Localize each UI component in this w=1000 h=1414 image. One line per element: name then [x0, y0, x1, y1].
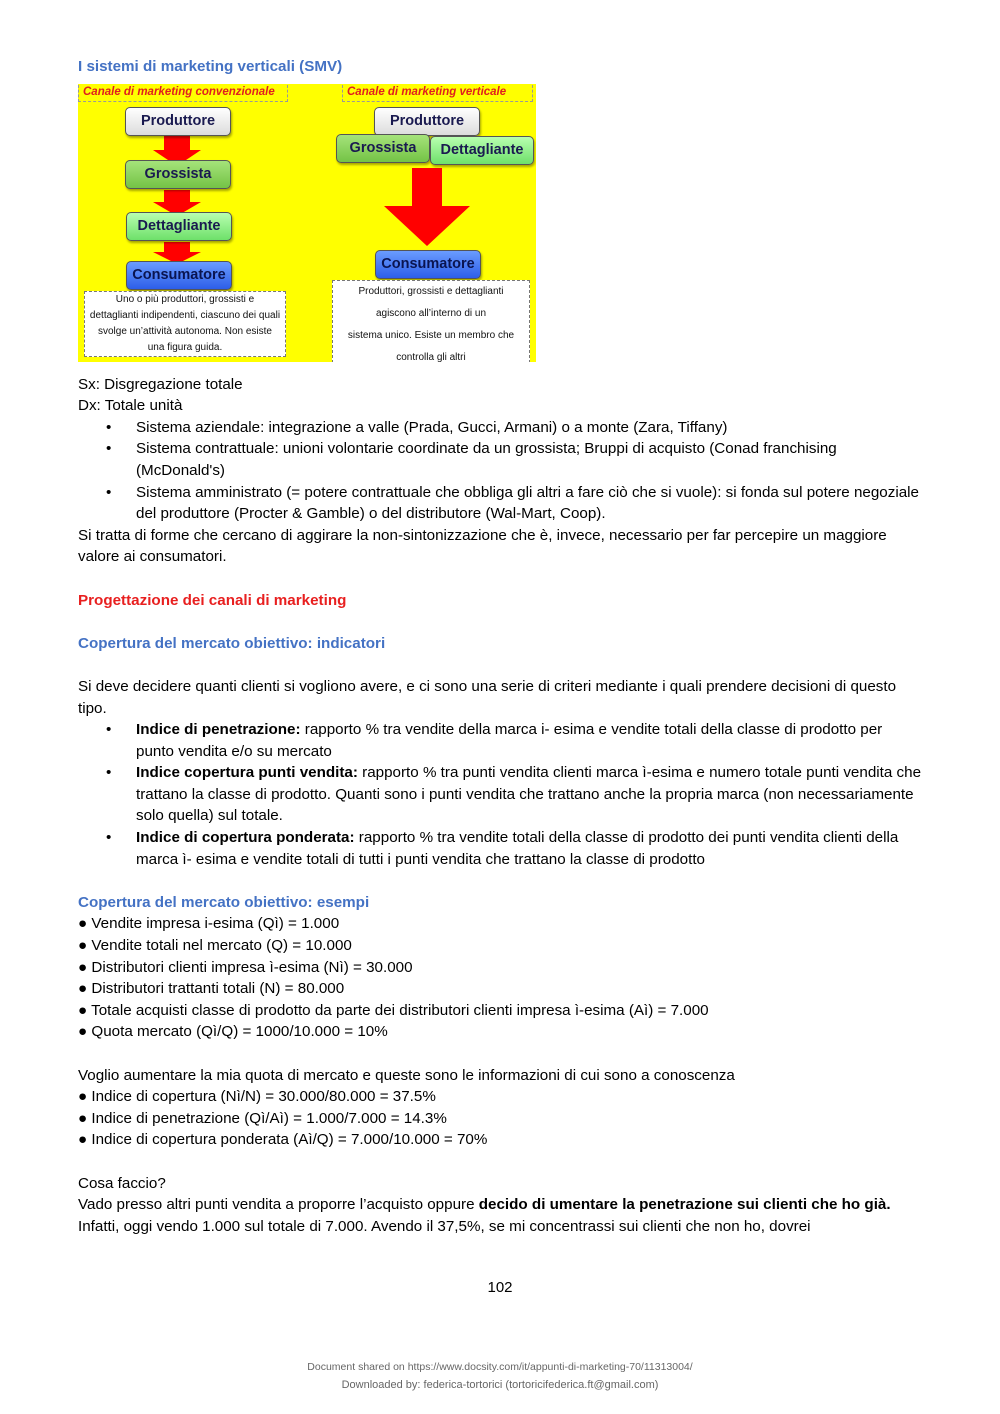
- left-note-line: svolge un’attività autonoma. Non esiste: [98, 325, 272, 337]
- list-item-text: Sistema amministrato (= potere contrattuale che obbliga gli altri a fare ciò che si vuole): si fonda sul potere negoziale del produttore (Procter & Gamble) o del distributore (Wal-Mart, Coop).: [136, 483, 919, 523]
- indicator-text: rapporto % tra punti vendita clienti marca ì-esima e numero totale punti vendita che trattano la classe di prodotto. Quanti sono i punti vendita che trattano anche la propria marca (non necessariamente solo quella) sul totale.: [136, 764, 922, 825]
- list-item: [78, 827, 923, 870]
- page-content: [78, 56, 923, 1237]
- indicator-term: Indice copertura punti vendita:: [136, 764, 358, 782]
- right-node-produttore: Produttore: [374, 107, 480, 136]
- indicator-term: Indice di copertura ponderata:: [136, 829, 355, 847]
- indicator-text: rapporto % tra vendite della marca i- esima e vendite totali della classe di prodotto per punto vendita e/o su mercato: [136, 721, 883, 760]
- bullet-icon: •: [106, 440, 112, 458]
- list-item: [78, 482, 923, 525]
- left-node-consumatore: Consumatore: [126, 261, 232, 290]
- right-caption: Canale di marketing verticale: [342, 85, 533, 102]
- design-title: Progettazione dei canali di marketing: [78, 591, 347, 609]
- example-line: ● Totale acquisti classe di prodotto da parte dei distributori clienti impresa ì-esima (Aì) = 7.000: [78, 1001, 709, 1019]
- list-item-text: Sistema aziendale: integrazione a valle (Prada, Gucci, Armani) o a monte (Zara, Tiffany): [136, 418, 728, 436]
- right-note-line: Produttori, grossisti e dettaglianti: [358, 285, 504, 297]
- right-node-consumatore: Consumatore: [375, 250, 481, 279]
- footer-downloaded: Downloaded by: federica-tortorici (tortoricifederica.ft@gmail.com): [341, 1379, 659, 1391]
- increase-intro: Voglio aumentare la mia quota di mercato e queste sono le informazioni di cui sono a conoscenza: [78, 1066, 735, 1084]
- list-item: [78, 719, 923, 762]
- question: Cosa faccio?: [78, 1174, 166, 1192]
- indicator-term: Indice di penetrazione:: [136, 721, 301, 739]
- systems-summary: Si tratta di forme che cercano di aggirare la non-sintonizzazione che è, invece, necessario per far percepire un maggiore valore ai consumatori.: [78, 526, 887, 566]
- right-note-line: controlla gli altri: [396, 351, 466, 362]
- systems-list: [78, 417, 923, 525]
- right-note-line: agiscono all’interno di un: [375, 307, 487, 319]
- list-item-text: Sistema contrattuale: unioni volontarie coordinate da un grossista; Bruppi di acquisto (Conad franchising (McDonald's): [136, 440, 837, 479]
- left-note-line: Uno o più produttori, grossisti e: [115, 293, 255, 305]
- example-line: ● Distributori clienti impresa ì-esima (Nì) = 30.000: [78, 958, 413, 976]
- answer-paragraph: [78, 1194, 923, 1237]
- answer-bold: decido di umentare la penetrazione sui clienti che ho già.: [478, 1196, 891, 1214]
- right-note-line: sistema unico. Esiste un membro che: [347, 329, 515, 341]
- section-title: I sistemi di marketing verticali (SMV): [78, 58, 343, 75]
- page-number: 102: [487, 1279, 513, 1296]
- list-item: [78, 762, 923, 827]
- example-line: ● Vendite totali nel mercato (Q) = 10.000: [78, 937, 352, 955]
- left-note-line: dettaglianti indipendenti, ciascuno dei quali: [89, 309, 281, 321]
- example-line: ● Quota mercato (Qì/Q) = 1000/10.000 = 10%: [78, 1023, 388, 1041]
- left-node-produttore: Produttore: [125, 107, 231, 136]
- sx-line: Sx: Disgregazione totale: [78, 375, 243, 393]
- example-line: ● Distributori trattanti totali (N) = 80.000: [78, 980, 345, 998]
- dx-line: Dx: Totale unità: [78, 397, 183, 415]
- right-big-arrow: [384, 168, 470, 246]
- indicators-list: [78, 719, 923, 870]
- increase-line: ● Indice di copertura (Nì/N) = 30.000/80.000 = 37.5%: [78, 1088, 436, 1106]
- coverage-title: Copertura del mercato obiettivo: indicatori: [78, 634, 386, 652]
- list-item: [78, 417, 923, 439]
- increase-line: ● Indice di penetrazione (Qì/Aì) = 1.000/7.000 = 14.3%: [78, 1109, 447, 1127]
- list-item: [78, 438, 923, 481]
- left-note-line: una figura guida.: [147, 341, 223, 353]
- bullet-icon: •: [106, 721, 112, 739]
- answer-start: Vado presso altri punti vendita a proporre l’acquisto oppure: [78, 1196, 479, 1214]
- answer-end: Infatti, oggi vendo 1.000 sul totale di 7.000. Avendo il 37,5%, se mi concentrassi sui clienti che non ho, dovrei: [78, 1217, 811, 1235]
- example-line: ● Vendite impresa i-esima (Qì) = 1.000: [78, 915, 340, 933]
- bullet-icon: •: [106, 764, 112, 782]
- examples-title: Copertura del mercato obiettivo: esempi: [78, 893, 370, 911]
- footer-shared: Document shared on https://www.docsity.com/it/appunti-di-marketing-70/11313004/: [307, 1361, 693, 1373]
- coverage-intro: Si deve decidere quanti clienti si vogliono avere, e ci sono una serie di criteri mediante i quali prendere decisioni di questo tipo.: [78, 677, 897, 717]
- right-node-dettagliante: Dettagliante: [430, 136, 534, 165]
- left-node-grossista: Grossista: [125, 160, 231, 189]
- left-caption: Canale di marketing convenzionale: [78, 85, 288, 102]
- left-note: [84, 291, 286, 357]
- bullet-icon: •: [106, 418, 112, 436]
- increase-line: ● Indice di copertura ponderata (Aì/Q) = 7.000/10.000 = 70%: [78, 1131, 488, 1149]
- bullet-icon: •: [106, 483, 112, 501]
- smv-diagram: [78, 84, 536, 362]
- bullet-icon: •: [106, 829, 112, 847]
- right-note: [332, 280, 530, 362]
- right-node-grossista: Grossista: [336, 134, 430, 163]
- left-node-dettagliante: Dettagliante: [126, 212, 232, 241]
- indicator-text: rapporto % tra vendite totali della classe di prodotto dei punti vendita clienti della marca ì- esima e vendite totali di tutti i punti vendita che trattano la classe di prodotto: [136, 829, 899, 868]
